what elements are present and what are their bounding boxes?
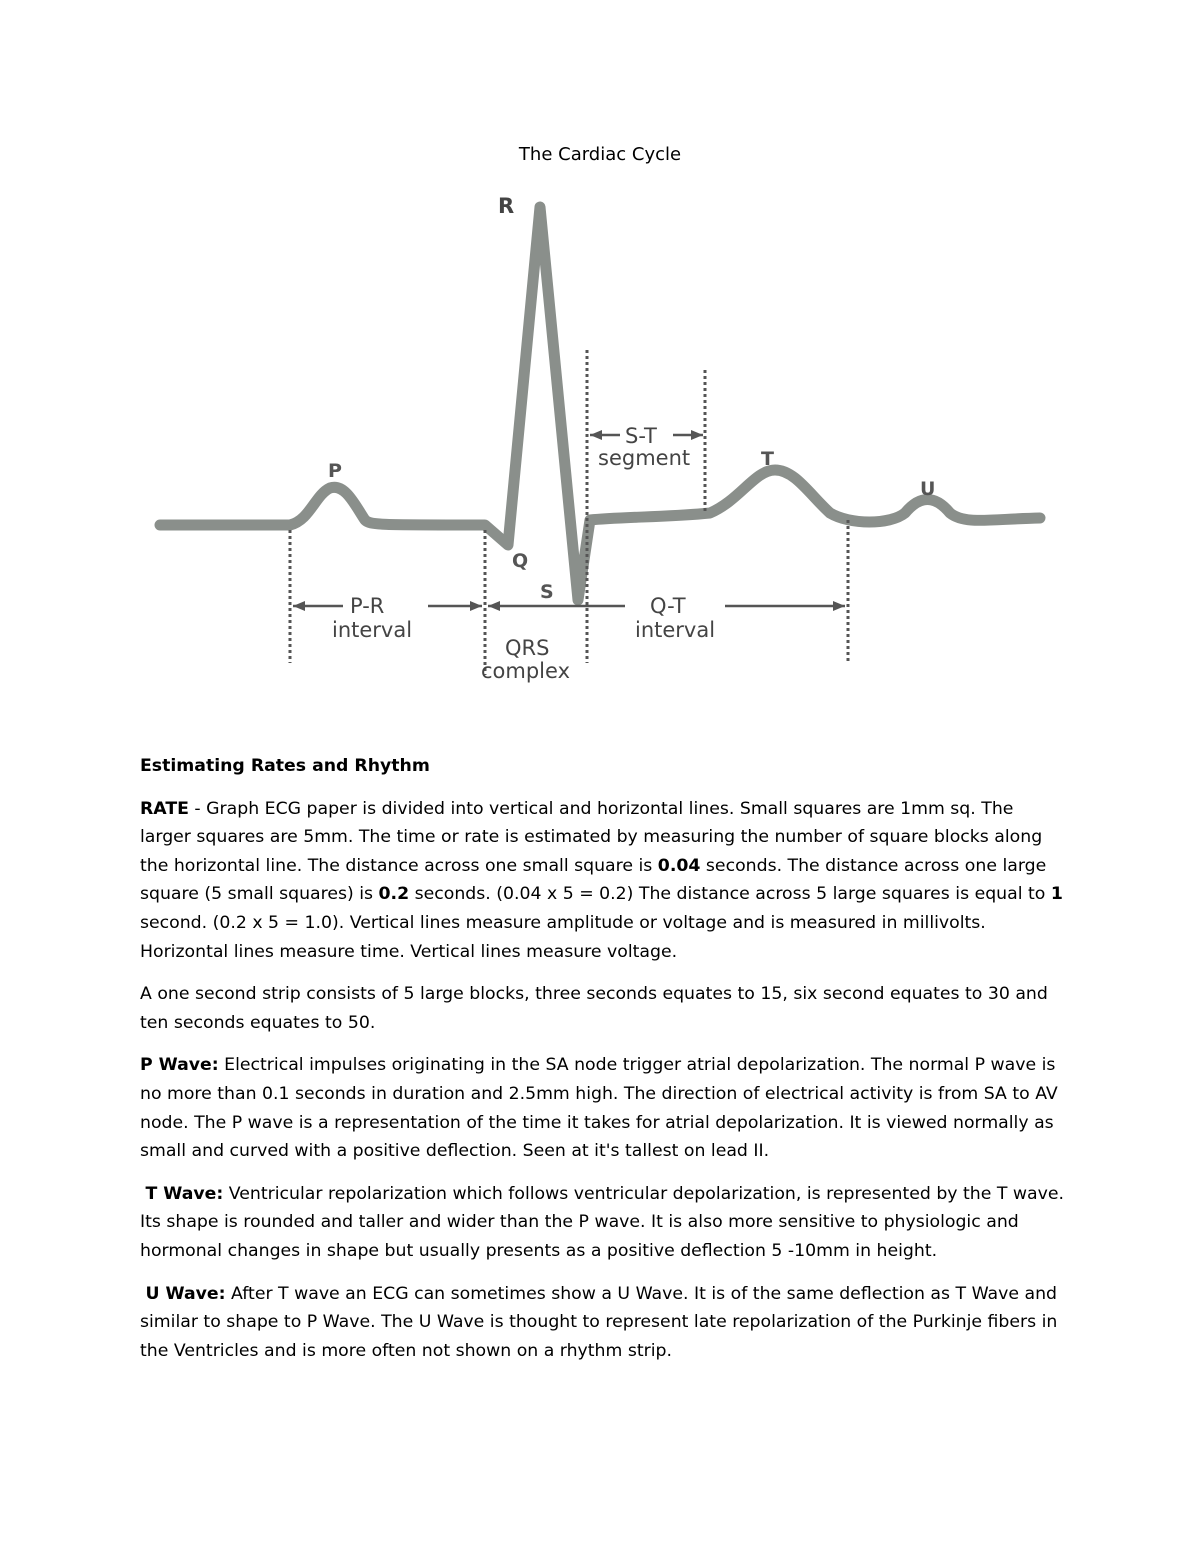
u-wave-paragraph [140, 1280, 1065, 1366]
rate-bold-2: 0.2 [378, 884, 410, 905]
label-qrs-top: QRS [505, 636, 550, 660]
label-qrs-bottom: complex [481, 659, 570, 683]
pr-arrowhead-left [293, 601, 305, 611]
rate-text-2: seconds. The distance across one large square (5 small squares) is [140, 855, 1047, 905]
u-wave-label: U Wave: [145, 1283, 226, 1304]
document-title: The Cardiac Cycle [518, 144, 682, 165]
u-wave-text: After T wave an ECG can sometimes show a U Wave. It is of the same deflection as T Wave and similar to shape to P Wave. The U Wave is thought to represent late repolarization of the Purkinje fibers in the Ventricles and is more often not shown on a rhythm strip. [140, 1283, 1058, 1361]
label-st-top: S-T [625, 424, 657, 448]
p-wave-paragraph [140, 1051, 1065, 1165]
label-p: P [328, 460, 342, 482]
st-arrowhead-left [590, 430, 602, 440]
label-t: T [761, 448, 774, 470]
rate-text-4: second. (0.2 x 5 = 1.0). Vertical lines measure amplitude or voltage and is measured in millivolts. Horizontal lines measure time. Vertical lines measure voltage. [140, 912, 986, 962]
label-st-bottom: segment [598, 446, 691, 470]
section-heading: Estimating Rates and Rhythm [140, 756, 430, 776]
rate-bold-3: 1 [1050, 884, 1063, 905]
qt-arrowhead-left [488, 601, 500, 611]
label-qt-bottom: interval [635, 618, 716, 642]
label-qt-top: Q-T [650, 594, 686, 618]
rate-bold-1: 0.04 [657, 855, 701, 876]
ecg-diagram-svg [150, 195, 1050, 690]
ecg-trace [160, 207, 1040, 600]
p-wave-text: Electrical impulses originating in the SA node trigger atrial depolarization. The normal P wave is no more than 0.1 seconds in duration and 2.5mm high. The direction of electrical activity is from SA to AV node. The P wave is a representation of the time it takes for atrial depolarization. It is viewed normally as small and curved with a positive deflection. Seen at it's tallest on lead II. [140, 1055, 1058, 1162]
qt-arrowhead-right [833, 601, 845, 611]
strip-paragraph: A one second strip consists of 5 large blocks, three seconds equates to 15, six second equates to 30 and ten seconds equates to 50. [140, 984, 1048, 1033]
label-q: Q [512, 550, 529, 572]
t-wave-paragraph [140, 1180, 1065, 1266]
rate-text-1: - Graph ECG paper is divided into vertical and horizontal lines. Small squares are 1mm sq. The larger squares are 5mm. The time or rate is estimated by measuring the number of square blocks along the horizontal line. The distance across one small square is [140, 798, 1043, 876]
label-r: R [498, 195, 515, 218]
document-body [140, 752, 1065, 1379]
label-u: U [920, 478, 936, 500]
st-arrowhead-right [691, 430, 703, 440]
t-wave-text: Ventricular repolarization which follows ventricular depolarization, is represented by the T wave. Its shape is rounded and taller and wider than the P wave. It is also more sensitive to physiologic and hormonal changes in shape but usually presents as a positive deflection 5 -10mm in height. [140, 1183, 1064, 1261]
rate-paragraph [140, 795, 1065, 967]
label-pr-top: P-R [350, 594, 385, 618]
pr-arrowhead-right [470, 601, 482, 611]
rate-label: RATE [140, 798, 189, 819]
p-wave-label: P Wave: [140, 1055, 219, 1076]
t-wave-label: T Wave: [145, 1183, 224, 1204]
label-pr-bottom: interval [332, 618, 413, 642]
label-s: S [540, 581, 554, 603]
ecg-cardiac-cycle-diagram [150, 195, 1050, 690]
rate-text-3: seconds. (0.04 x 5 = 0.2) The distance across 5 large squares is equal to [409, 884, 1051, 905]
